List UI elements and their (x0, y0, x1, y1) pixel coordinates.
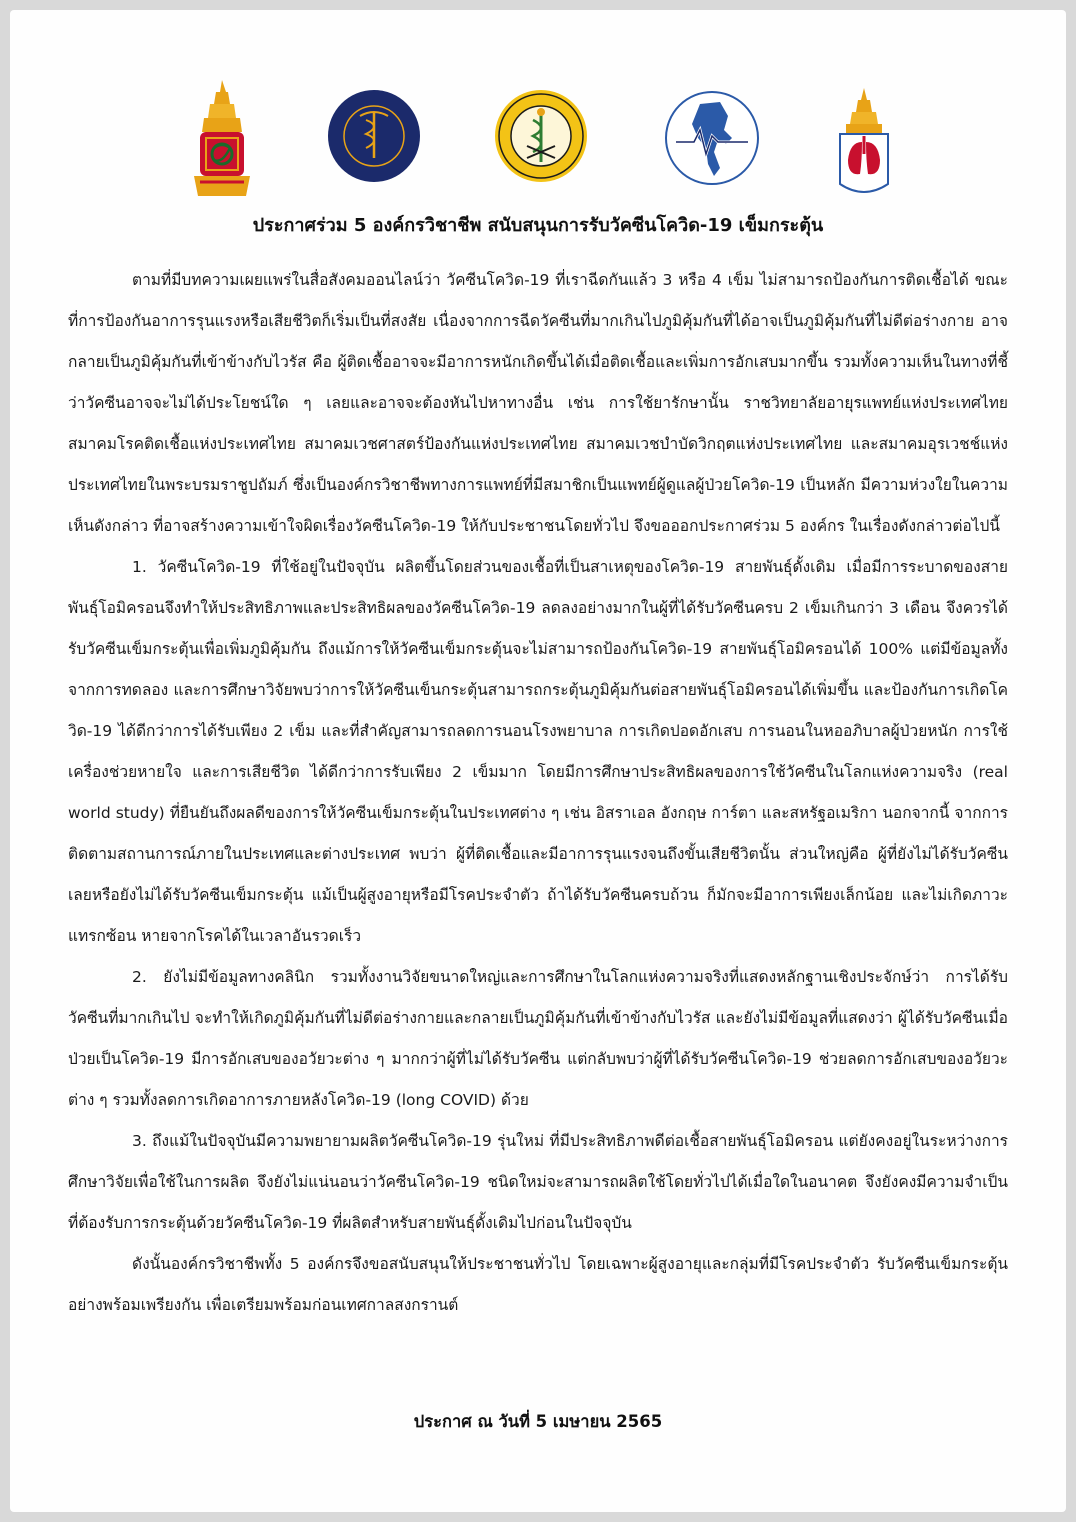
thai-society-critical-care-medicine-map-icon (662, 86, 762, 190)
infectious-disease-association-logo (326, 88, 422, 184)
infectious-disease-association-seal-icon (326, 88, 422, 184)
announcement-body (68, 260, 1008, 1326)
announcement-date: ประกาศ ณ วันที่ 5 เมษายน 2565 (413, 1412, 663, 1431)
intro-paragraph: ตามที่มีบทความเผยแพร่ในสื่อสังคมออนไลน์ว่า วัคซีนโควิด-19 ที่เราฉีดกันแล้ว 3 หรือ 4 เข็ม ไม่สามารถป้องกันการติดเชื้อได้ ขณะที่การป้องกันอาการรุนแรงหรือเสียชีวิตก็เริ่มเป็นที่สงสัย เนื่องจากการฉีดวัคซีนที่มากเกินไปภูมิคุ้มกันที่ได้อาจเป็นภูมิคุ้มกันที่ไม่ดีต่อร่างกาย อาจกลายเป็นภูมิคุ้มกันที่เข้าข้างกับไวรัส คือ ผู้ติดเชื้ออาจจะมีอาการหนักเกิดขึ้นได้เมื่อติดเชื้อและเพิ่มการอักเสบมากขึ้น รวมทั้งความเห็นในทางที่ชี้ว่าวัคซีนอาจจะไม่ได้ประโยชน์ใด ๆ เลยและอาจจะต้องหันไปหาทางอื่น เช่น การใช้ยารักษานั้น ราชวิทยาลัยอายุรแพทย์แห่งประเทศไทย สมาคมโรคติดเชื้อแห่งประเทศไทย สมาคมเวชศาสตร์ป้องกันแห่งประเทศไทย สมาคมเวชบำบัดวิกฤตแห่งประเทศไทย และสมาคมอุรเวชช์แห่งประเทศไทยในพระบรมราชูปถัมภ์ ซึ่งเป็นองค์กรวิชาชีพทางการแพทย์ที่มีสมาชิกเป็นแพทย์ผู้ดูแลผู้ป่วยโควิด-19 เป็นหลัก มีความห่วงใยในความเห็นดังกล่าว ที่อาจสร้างความเข้าใจผิดเรื่องวัคซีนโควิด-19 ให้กับประชาชนโดยทั่วไป จึงขอออกประกาศร่วม 5 องค์กร ในเรื่องดังกล่าวต่อไปนี้ (68, 271, 1008, 535)
preventive-medicine-association-seal-icon (493, 88, 589, 184)
preventive-medicine-association-logo (493, 88, 589, 184)
announcement-title: ประกาศร่วม 5 องค์กรวิชาชีพ สนับสนุนการรับวัคซีนโควิด-19 เข็มกระตุ้น (252, 215, 824, 236)
conclusion-paragraph: ดังนั้นองค์กรวิชาชีพทั้ง 5 องค์กรจึงขอสนับสนุนให้ประชาชนทั่วไป โดยเฉพาะผู้สูงอายุและกลุ่มที่มีโรคประจำตัว รับวัคซีนเข็มกระตุ้นอย่างพร้อมเพรียงกัน เพื่อเตรียมพร้อมก่อนเทศกาลสงกรานต์ (68, 1255, 1008, 1314)
point-2-paragraph: 2. ยังไม่มีข้อมูลทางคลินิก รวมทั้งงานวิจัยขนาดใหญ่และการศึกษาในโลกแห่งความจริงที่แสดงหลักฐานเชิงประจักษ์ว่า การได้รับวัคซีนที่มากเกินไป จะทำให้เกิดภูมิคุ้มกันที่ไม่ดีต่อร่างกายและกลายเป็นภูมิคุ้มกันที่เข้าข้างกับไวรัส และยังไม่มีข้อมูลที่แสดงว่า ผู้ได้รับวัคซีนเมื่อป่วยเป็นโควิด-19 มีการอักเสบของอวัยวะต่าง ๆ มากกว่าผู้ที่ไม่ได้รับวัคซีน แต่กลับพบว่าผู้ที่ได้รับวัคซีนโควิด-19 ช่วยลดการอักเสบของอวัยวะต่าง ๆ รวมทั้งลดการเกิดอาการภายหลังโควิด-19 (long COVID) ด้วย (68, 968, 1008, 1109)
critical-care-society-logo (662, 86, 762, 190)
royal-college-emergency-physicians-emblem-icon (186, 78, 258, 202)
point-3-paragraph: 3. ถึงแม้ในปัจจุบันมีความพยายามผลิตวัคซีนโควิด-19 รุ่นใหม่ ที่มีประสิทธิภาพดีต่อเชื้อสายพันธุ์โอมิครอน แต่ยังคงอยู่ในระหว่างการศึกษาวิจัยเพื่อใช้ในการผลิต จึงยังไม่แน่นอนว่าวัคซีนโควิด-19 ชนิดใหม่จะสามารถผลิตใช้โดยทั่วไปได้เมื่อใดในอนาคต จึงยังคงมีความจำเป็นที่ต้องรับการกระตุ้นด้วยวัคซีนโควิด-19 ที่ผลิตสำหรับสายพันธุ์ดั้งเดิมไปก่อนในปัจจุบัน (68, 1132, 1008, 1232)
royal-college-emblem-logo (186, 78, 258, 202)
point-1-paragraph: 1. วัคซีนโควิด-19 ที่ใช้อยู่ในปัจจุบัน ผลิตขึ้นโดยส่วนของเชื้อที่เป็นสาเหตุของโควิด-19 สายพันธุ์ดั้งเดิม เมื่อมีการระบาดของสายพันธุ์โอมิครอนจึงทำให้ประสิทธิภาพและประสิทธิผลของวัคซีนโควิด-19 ลดลงอย่างมากในผู้ที่ได้รับวัคซีนครบ 2 เข็มเกินกว่า 3 เดือน จึงควรได้รับวัคซีนเข็มกระตุ้นเพื่อเพิ่มภูมิคุ้มกัน ถึงแม้การให้วัคซีนเข็มกระตุ้นจะไม่สามารถป้องกันโควิด-19 สายพันธุ์โอมิครอนได้ 100% แต่มีข้อมูลทั้งจากการทดลอง และการศึกษาวิจัยพบว่าการให้วัคซีนเข็นกระตุ้นสามารถกระตุ้นภูมิคุ้มกันต่อสายพันธุ์โอมิครอนได้เพิ่มขึ้น และป้องกันการเกิดโควิด-19 ได้ดีกว่าการได้รับเพียง 2 เข็ม และที่สำคัญสามารถลดการนอนโรงพยาบาล การเกิดปอดอักเสบ การนอนในหออภิบาลผู้ป่วยหนัก การใช้เครื่องช่วยหายใจ และการเสียชีวิต ได้ดีกว่าการรับเพียง 2 เข็มมาก โดยมีการศึกษาประสิทธิผลของการใช้วัคซีนในโลกแห่งความจริง (real world study) ที่ยืนยันถึงผลดีของการให้วัคซีนเข็มกระตุ้นในประเทศต่าง ๆ เช่น อิสราเอล อังกฤษ การ์ตา และสหรัฐอเมริกา นอกจากนี้ จากการติดตามสถานการณ์ภายในประเทศและต่างประเทศ พบว่า ผู้ที่ติดเชื้อและมีอาการรุนแรงจนถึงขั้นเสียชีวิตนั้น ส่วนใหญ่คือ ผู้ที่ยังไม่ได้รับวัคซีนเลยหรือยังไม่ได้รับวัคซีนเข็มกระตุ้น แม้เป็นผู้สูงอายุหรือมีโรคประจำตัว ถ้าได้รับวัคซีนครบถ้วน ก็มักจะมีอาการเพียงเล็กน้อย และไม่เกิดภาวะแทรกซ้อน หายจากโรคได้ในเวลาอันรวดเร็ว (68, 558, 1008, 945)
thoracic-society-logo (828, 88, 900, 204)
thoracic-society-lungs-emblem-icon (828, 88, 900, 204)
logo-row (10, 78, 1066, 204)
announcement-page (10, 10, 1066, 1512)
